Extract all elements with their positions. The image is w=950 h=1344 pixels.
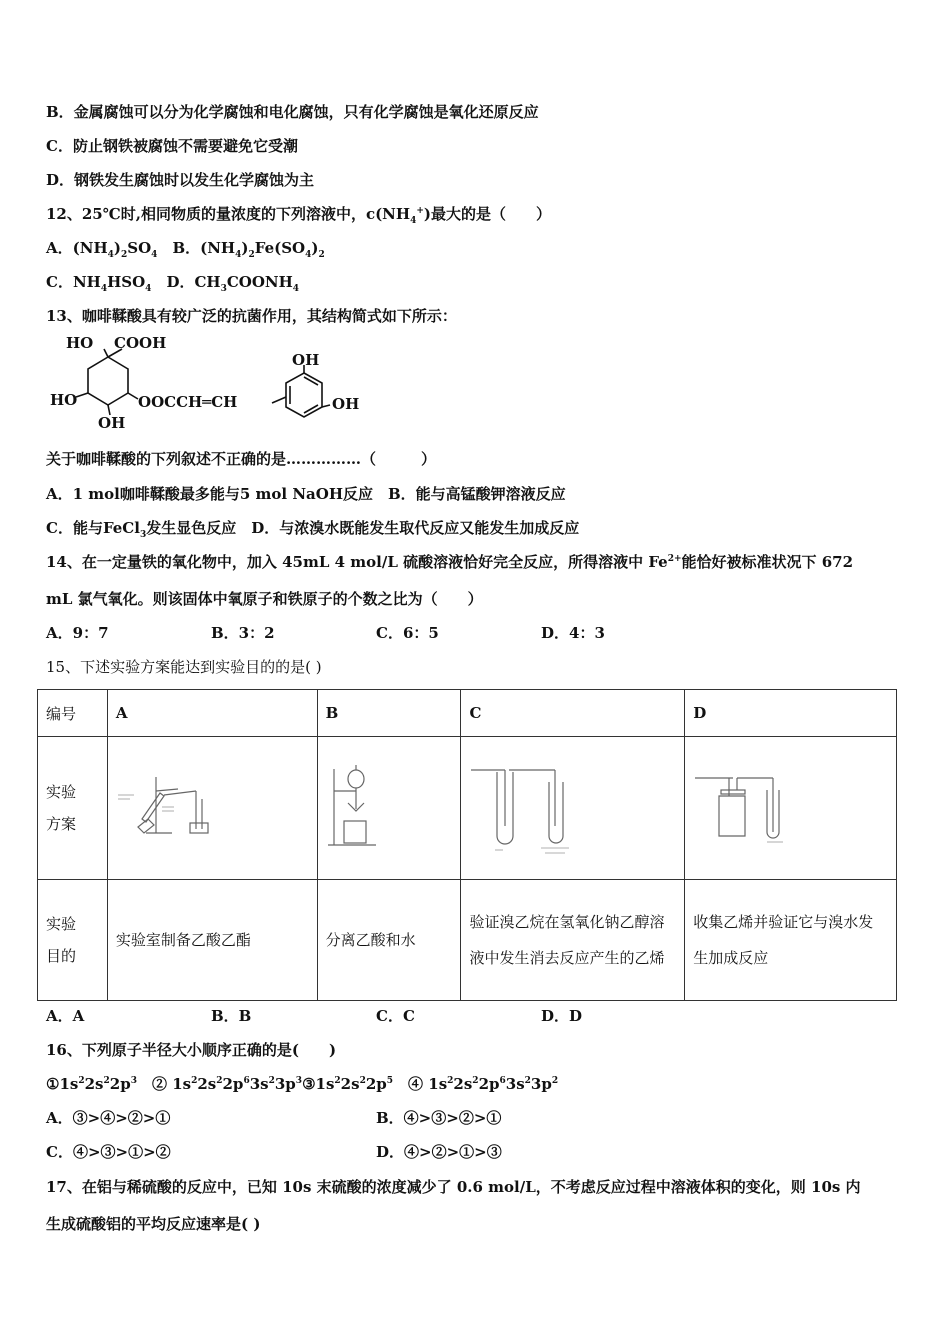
goal-b: 分离乙酸和水 (317, 880, 461, 1001)
header-cell: C (461, 690, 685, 737)
q14-option-c: C．6：5 (376, 624, 439, 642)
q11-option-b: B．金属腐蚀可以分为化学腐蚀和电化腐蚀，只有化学腐蚀是氧化还原反应 (46, 103, 539, 121)
plan-label: 实验 方案 (38, 737, 108, 880)
mol-cooh: COOH (114, 334, 167, 352)
apparatus-b-diagram (326, 761, 386, 851)
table-row-goal (38, 880, 897, 1001)
apparatus-d-cell (685, 737, 897, 880)
apparatus-a-diagram (116, 771, 216, 841)
caffeic-tannic-acid-structure (46, 334, 360, 435)
q14-option-d: D．4：3 (541, 624, 605, 642)
q15-stem: 15、下述实验方案能达到实验目的的是( ) (46, 658, 322, 676)
q16-stem: 16、下列原子半径大小顺序正确的是( ) (46, 1041, 337, 1059)
q16-option-c: C．④>③>①>② (46, 1143, 171, 1161)
q17-stem-line1: 17、在铝与稀硫酸的反应中，已知 10s 末硫酸的浓度减少了 0.6 mol/L，不考虑反应过程中溶液体积的变化，则 10s 内 (46, 1178, 861, 1196)
q14-option-b: B．3：2 (211, 624, 275, 642)
table-row-plan (38, 737, 897, 880)
header-cell: D (685, 690, 897, 737)
q15-option-c: C．C (376, 1007, 415, 1025)
mol-ester-chain: OOCCH═CH (138, 393, 238, 411)
experiment-table (37, 689, 897, 1001)
table-header-row (38, 690, 897, 737)
goal-label: 实验 目的 (38, 880, 108, 1001)
mol-ho-left: HO (50, 391, 78, 409)
q16-configurations: $①1s^22s^22p^3$ ② $1s^22s^22p^63s^23p^3③1s^22s^22p^5$ ④ $1s^22s^22p^63s^23p^2$ (46, 1075, 559, 1093)
q12-options-ab: A．$(NH_4)_2SO_4$ B．$(NH_4)_2Fe(SO_4)_2$ (46, 239, 325, 260)
header-cell: A (107, 690, 317, 737)
mol-oh-ring-right: OH (332, 395, 360, 413)
q15-option-d: D．D (541, 1007, 583, 1025)
apparatus-c-cell (461, 737, 685, 880)
q16-option-b: B．④>③>②>① (376, 1109, 502, 1127)
q14-stem-line2: mL 氯气氧化。则该固体中氧原子和铁原子的个数之比为（ ） (46, 590, 483, 608)
benzene-ring (286, 373, 322, 417)
header-cell: B (317, 690, 461, 737)
q16-option-a: A．③>④>②>① (46, 1109, 171, 1127)
q15-option-b: B．B (211, 1007, 252, 1025)
apparatus-d-diagram (693, 766, 793, 846)
q11-option-c: C．防止钢铁被腐蚀不需要避免它受潮 (46, 137, 298, 155)
q16-option-d: D．④>②>①>③ (376, 1143, 502, 1161)
q13-options-cd: C．能与FeCl$_3$发生显色反应 D．与浓溴水既能发生取代反应又能发生加成反应 (46, 519, 580, 540)
mol-ho-top: HO (66, 334, 94, 352)
apparatus-c-diagram (469, 756, 579, 856)
q13-options-ab: A．1 mol咖啡鞣酸最多能与5 mol NaOH反应 B．能与高锰酸钾溶液反应 (46, 485, 566, 503)
header-cell: 编号 (38, 690, 108, 737)
goal-c: 验证溴乙烷在氢氧化钠乙醇溶液中发生消去反应产生的乙烯 (461, 880, 685, 1001)
q11-option-d: D．钢铁发生腐蚀时以发生化学腐蚀为主 (46, 171, 315, 189)
goal-a: 实验室制备乙酸乙酯 (107, 880, 317, 1001)
goal-d: 收集乙烯并验证它与溴水发生加成反应 (685, 880, 897, 1001)
mol-oh-ring-top: OH (292, 351, 320, 369)
q15-option-a: A．A (46, 1007, 85, 1025)
q13-question: 关于咖啡鞣酸的下列叙述不正确的是……………（ ） (46, 450, 437, 468)
q17-stem-line2: 生成硫酸铝的平均反应速率是( ) (46, 1215, 261, 1233)
mol-oh-bottom: OH (98, 414, 126, 432)
q12-stem: 12、25℃时,相同物质的量浓度的下列溶液中，$c(NH_4^+)$最大的是（ ） (46, 205, 551, 226)
cyclohexane-ring (88, 357, 128, 405)
apparatus-a-cell (107, 737, 317, 880)
q12-options-cd: C．$NH_4HSO_4$ D．$CH_3COONH_4$ (46, 273, 300, 294)
q14-stem-line1: 14、在一定量铁的氧化物中，加入 45mL 4 mol/L 硫酸溶液恰好完全反应，所得溶液中 $Fe^{2+}$能恰好被标准状况下 672 (46, 553, 854, 571)
q13-stem: 13、咖啡鞣酸具有较广泛的抗菌作用，其结构简式如下所示： (46, 307, 457, 325)
q14-option-a: A．9：7 (46, 624, 109, 642)
apparatus-b-cell (317, 737, 461, 880)
